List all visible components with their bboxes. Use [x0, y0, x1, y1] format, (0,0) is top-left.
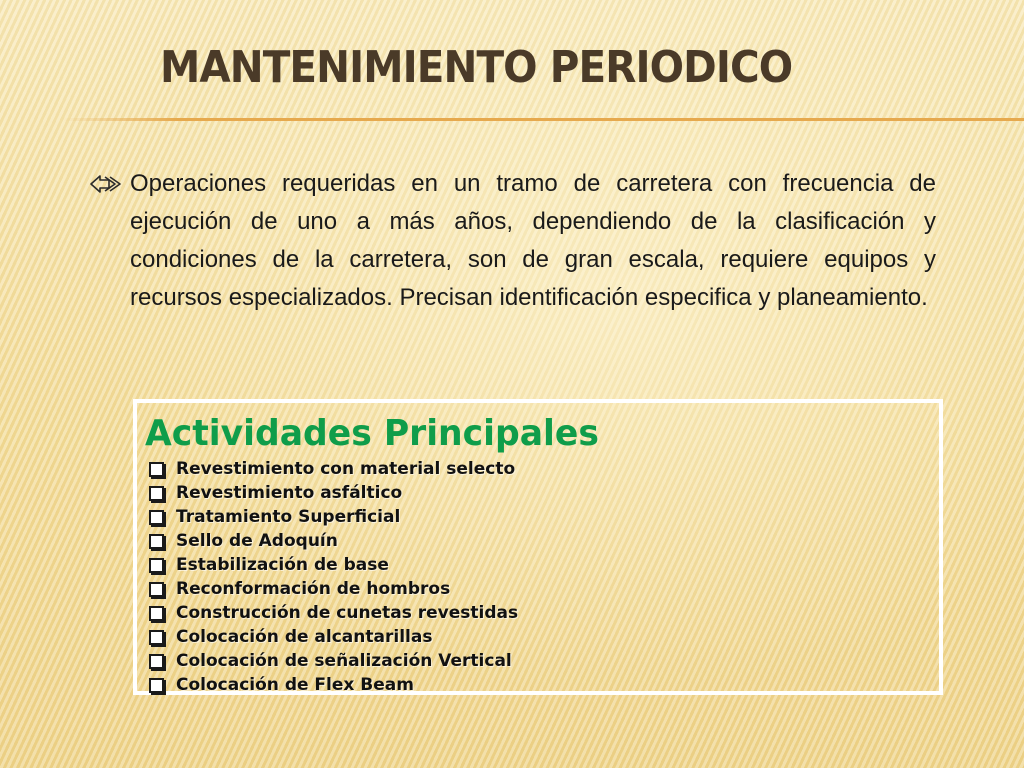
activity-label: Colocación de Flex Beam — [176, 675, 414, 695]
activities-list — [145, 457, 939, 697]
list-item — [145, 625, 939, 649]
list-item — [145, 553, 939, 577]
activity-label: Sello de Adoquín — [176, 531, 338, 551]
activity-label: Revestimiento asfáltico — [176, 483, 403, 503]
checkbox-bullet-icon — [149, 510, 164, 525]
list-item — [145, 649, 939, 673]
checkbox-bullet-icon — [149, 462, 164, 477]
checkbox-bullet-icon — [149, 606, 164, 621]
checkbox-bullet-icon — [149, 654, 164, 669]
activity-label: Revestimiento con material selecto — [176, 459, 516, 479]
double-arrow-bullet-icon — [88, 171, 122, 197]
list-item — [145, 673, 939, 697]
checkbox-bullet-icon — [149, 486, 164, 501]
list-item — [145, 529, 939, 553]
checkbox-bullet-icon — [149, 630, 164, 645]
checkbox-bullet-icon — [149, 558, 164, 573]
list-item — [145, 505, 939, 529]
title-divider — [62, 118, 1024, 121]
activities-heading: Actividades Principales — [145, 413, 599, 454]
list-item — [145, 481, 939, 505]
list-item — [145, 577, 939, 601]
activity-label: Estabilización de base — [176, 555, 389, 575]
checkbox-bullet-icon — [149, 582, 164, 597]
activities-box — [133, 399, 943, 695]
slide-title: MANTENIMIENTO PERIODICO — [160, 42, 793, 93]
activity-label: Colocación de señalización Vertical — [176, 651, 512, 671]
activity-label: Colocación de alcantarillas — [176, 627, 433, 647]
activity-label: Construcción de cunetas revestidas — [176, 603, 519, 623]
activity-label: Tratamiento Superficial — [176, 507, 401, 527]
checkbox-bullet-icon — [149, 534, 164, 549]
activity-label: Reconformación de hombros — [176, 579, 451, 599]
list-item — [145, 601, 939, 625]
list-item — [145, 457, 939, 481]
body-paragraph-block — [88, 165, 936, 317]
body-text: Operaciones requeridas en un tramo de carretera con frecuencia de ejecución de uno a más años, dependiendo de la clasificación y condiciones de la carretera, son de gran escala, requiere equipos y recursos especializados. Precisan identificación especifica y planeamiento. — [130, 170, 936, 311]
checkbox-bullet-icon — [149, 678, 164, 693]
